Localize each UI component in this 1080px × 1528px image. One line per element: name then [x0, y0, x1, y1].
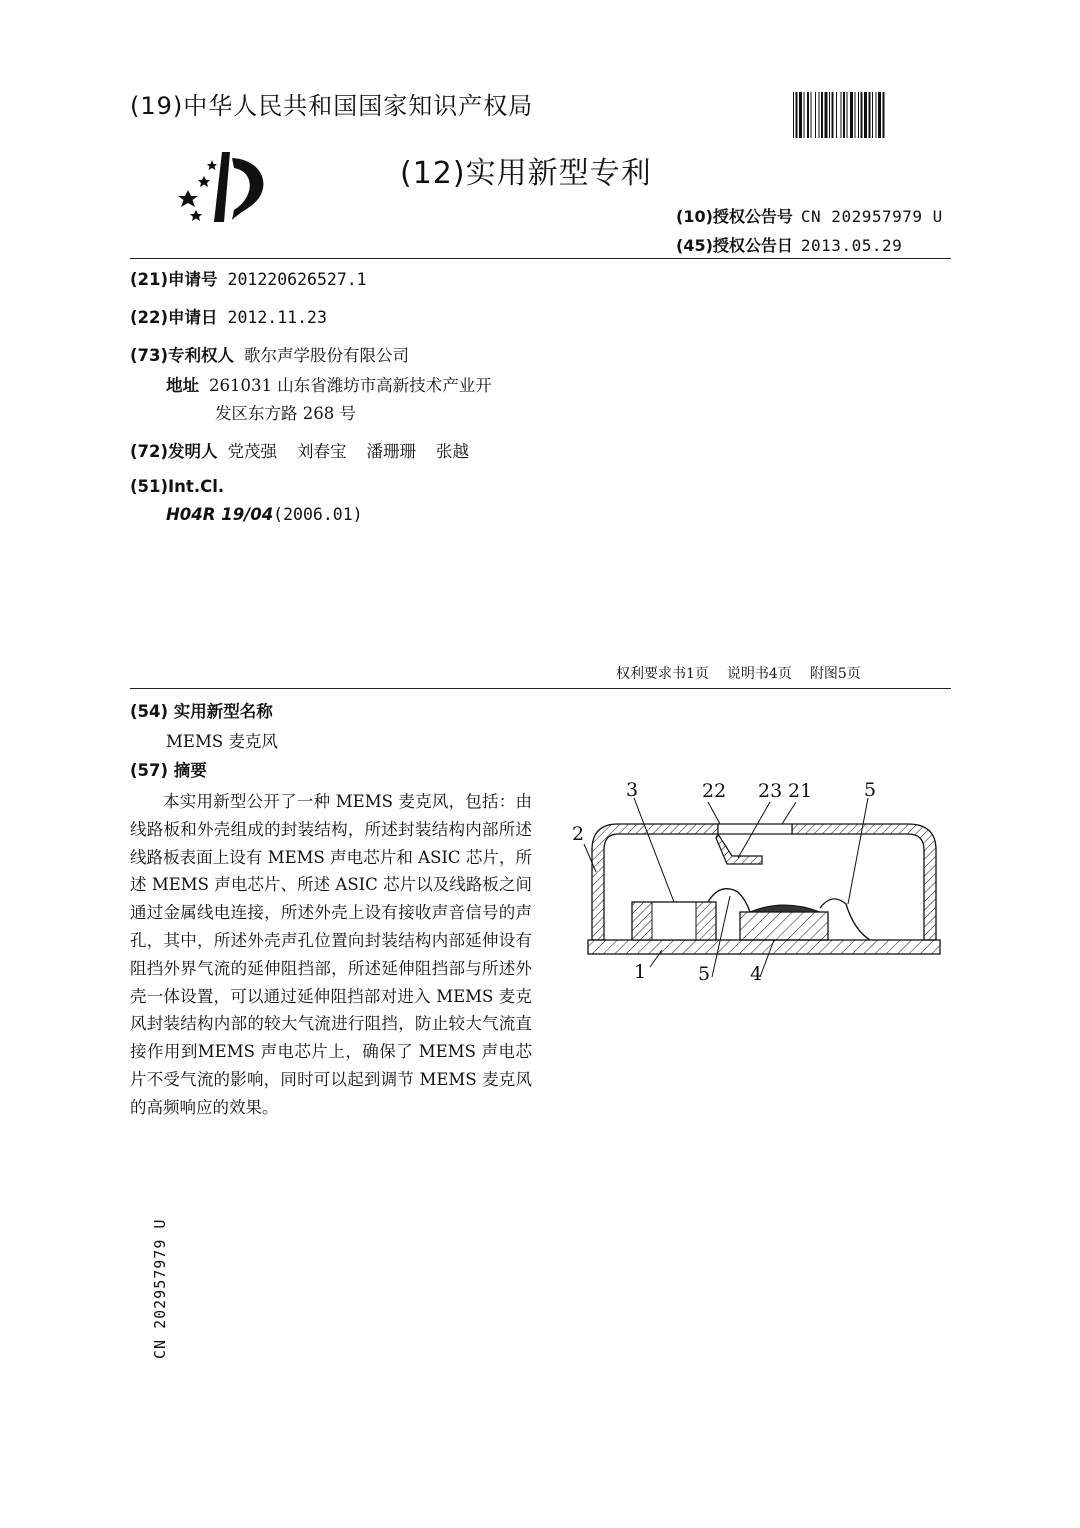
header-divider	[130, 258, 951, 259]
mems-microphone-cross-section-figure	[570, 772, 950, 992]
title-section-label: (54) 实用新型名称	[130, 702, 273, 721]
inventor: 潘珊珊	[366, 442, 417, 461]
int-cl-code: H04R 19/04	[166, 505, 274, 524]
application-number: 201220626527.1	[227, 270, 367, 289]
patent-type-heading: (12)实用新型专利	[400, 156, 652, 191]
publication-number-row	[676, 204, 943, 227]
section-divider	[130, 688, 951, 689]
page-counts	[616, 663, 879, 683]
claims-page-count: 权利要求书1页	[616, 666, 709, 682]
figure-label-5-bottom: 5	[698, 963, 711, 985]
figure-label-22: 22	[702, 780, 727, 802]
address-line2: 发区东方路 268 号	[215, 404, 356, 423]
patentee-row	[130, 342, 409, 366]
inventors-row	[130, 438, 469, 462]
abstract-text: 本实用新型公开了一种 MEMS 麦克风，包括：由线路板和外壳组成的封装结构，所述封装结构内部所述线路板表面上设有 MEMS 声电芯片和 ASIC 芯片，所述 MEMS 声电芯片、所述 ASIC 芯片以及线路板之间通过金属线电连接，所述外壳上设有接收声音信号的声孔，其中，所述外壳声孔位置向封装结构内部延伸设有阻挡外界气流的延伸阻挡部，所述延伸阻挡部与所述外壳一体设置，可以通过延伸阻挡部对进入 MEMS 麦克风封装结构内部的较大气流进行阻挡，防止较大气流直接作用到MEMS 声电芯片上，确保了 MEMS 声电芯片不受气流的影响，同时可以起到调节 MEMS 麦克风的高频响应的效果。	[130, 792, 532, 1117]
issuing-office: (19)中华人民共和国国家知识产权局	[130, 92, 534, 120]
int-cl-version: (2006.01)	[273, 505, 363, 524]
inventor: 党茂强	[227, 442, 278, 461]
application-number-label: (21)申请号	[130, 270, 218, 289]
publication-date-label: (45)授权公告日	[676, 236, 793, 255]
figure-label-23: 23	[758, 780, 783, 802]
publication-date: 2013.05.29	[800, 236, 903, 255]
filing-date-row	[130, 304, 327, 328]
inventors-label: (72)发明人	[130, 442, 218, 461]
patentee: 歌尔声学股份有限公司	[244, 346, 410, 365]
abstract-label: (57) 摘要	[130, 761, 207, 780]
description-page-count: 说明书4页	[726, 666, 792, 682]
address-label: 地址	[166, 376, 199, 395]
inventor: 张越	[436, 442, 470, 461]
drawings-page-count: 附图5页	[809, 666, 861, 682]
address-row	[166, 372, 492, 396]
figure-label-1: 1	[634, 961, 647, 983]
application-number-row	[130, 266, 367, 290]
publication-number-label: (10)授权公告号	[676, 207, 793, 226]
figure-label-21: 21	[788, 780, 813, 802]
patentee-label: (73)专利权人	[130, 346, 235, 365]
address-line1: 261031 山东省潍坊市高新技术产业开	[209, 376, 492, 395]
cnipa-emblem-logo	[178, 150, 278, 228]
figure-label-2: 2	[572, 823, 585, 845]
int-cl-row	[166, 505, 363, 524]
inventor: 刘春宝	[297, 442, 347, 461]
barcode	[793, 92, 951, 138]
figure-label-3: 3	[626, 779, 639, 801]
publication-number: CN 202957979 U	[800, 207, 943, 226]
figure-label-4: 4	[750, 963, 763, 985]
utility-model-title: MEMS 麦克风	[166, 732, 278, 751]
filing-date: 2012.11.23	[227, 308, 327, 327]
publication-date-row	[676, 233, 902, 256]
int-cl-label: (51)Int.Cl.	[130, 477, 225, 496]
figure-label-5-top: 5	[864, 779, 877, 801]
side-publication-code: CN 202957979 U	[151, 1218, 169, 1359]
filing-date-label: (22)申请日	[130, 308, 218, 327]
